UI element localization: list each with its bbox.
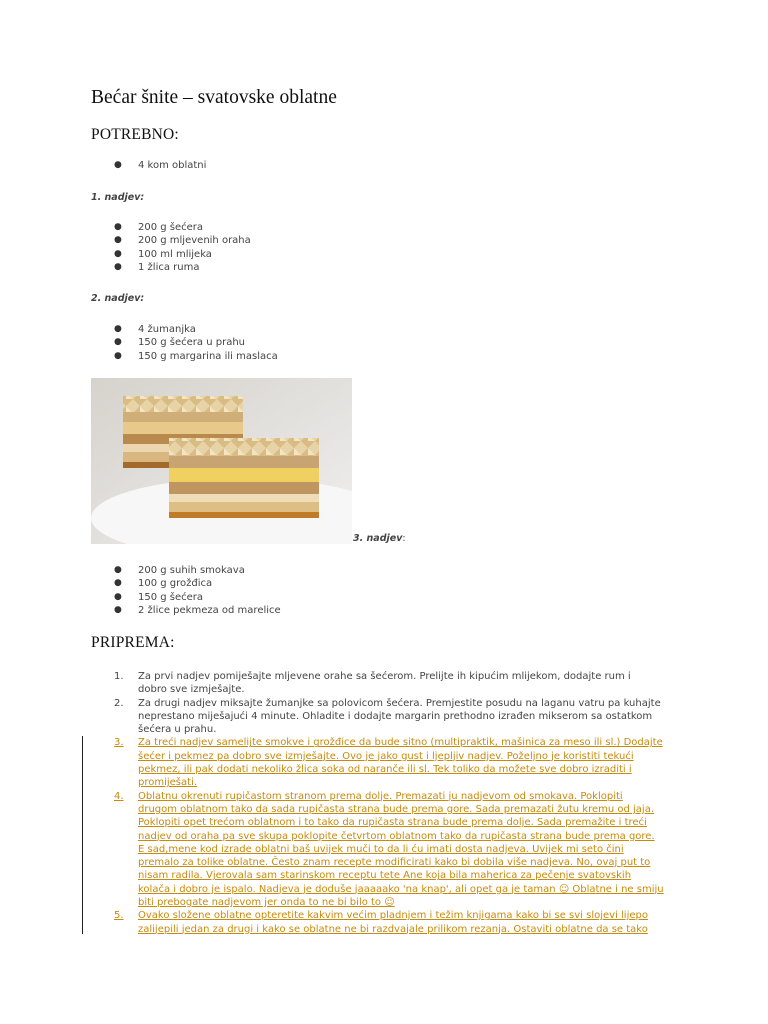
list-item: ● 4 žumanjka xyxy=(114,324,196,335)
filling-1-heading: 1. nadjev: xyxy=(91,192,145,203)
list-item: ● 2 žlice pekmeza od marelice xyxy=(114,605,281,617)
preparation-heading: PRIPREMA: xyxy=(91,634,175,651)
list-item: ● 150 g šećera u prahu xyxy=(114,337,246,349)
step-item: 2. Za drugi nadjev miksajte žumanjke sa polovicom šećera. Premjestite posudu na laganu vatru pa kuhajte neprestano miješajući 4 minute. Ohladite i dodajte margarin prethodno izrađen mikserom sa ostatkom šećera u prahu. xyxy=(114,697,661,736)
list-item: ● 200 g mljevenih oraha xyxy=(114,235,251,247)
bullet-icon: ● xyxy=(114,235,122,246)
filling-1-list xyxy=(0,221,251,275)
bullet-icon: ● xyxy=(114,350,122,361)
list-item: ● 150 g šećera xyxy=(114,591,204,603)
bullet-icon: ● xyxy=(114,337,122,348)
list-item: ● 1 žlica ruma xyxy=(114,262,200,274)
bullet-icon: ● xyxy=(114,248,122,259)
bullet-icon: ● xyxy=(114,160,122,170)
bullet-icon: ● xyxy=(114,222,122,232)
step-item-revised: 3. Za treći nadjev samelijte smokve i grožđice da bude sitno (multipraktik, mašinica za meso ili sl.) Dodajte šećer i pekmez pa dobro sve izmješajte. Ovo je jako gust i ljepljiv nadjev. Poželjno je koristiti tekući pekmez, ili pak dodati nekoliko žlica soka od naranče ili sl. Tek toliko da možete sve dobro izraditi i promiješati. xyxy=(114,737,663,789)
step-item-revised: 5. Ovako složene oblatne opteretite kakvim većim pladnjem i težim knjigama kako bi se svi slojevi lijepo zalijepili jedan za drugi i kako se oblatne ne bi razdvajale prilikom rezanja. Ostaviti oblatne da se tako xyxy=(114,910,648,935)
list-item: ● 150 g margarina ili maslaca xyxy=(114,350,278,362)
filling-2-heading: 2. nadjev: xyxy=(91,293,145,304)
list-item: ● 100 g grožđica xyxy=(114,578,213,590)
wafer-cake-illustration xyxy=(91,378,352,544)
bullet-icon: ● xyxy=(114,565,122,575)
step-item-revised: 4. Oblatnu okrenuti rupičastom stranom prema dolje. Premazati ju nadjevom od smokava. Poklopiti drugom oblatnom tako da sada rupičasta strana bude prema gore. Sada premazati žutu kremu od jaja. Poklopiti opet trećom oblatnom i to tako da rupičasta strana bude prema dolje. Sada premažite i treći nadjev od oraha pa sve skupa poklopite četvrtom oblatnom tako da rupičasta strana bude prema gore. E sad,mene kod izrade oblatni baš uvijek muči to da li ću imati dosta nadjeva. Uvijek mi seto čini premalo za tolike oblatne. Često znam recepte modificirati kako bi dobila više nadjeva. No, ovaj put to nisam radila. Vjerovala sam starinskom receptu tete Ane koja bila maherica za pečenje svatovskih kolača i dobro je ispalo. Nadjeva je doduše jaaaaako 'na knap', ali opet ga je taman ☺ Oblatne i ne smiju biti prebogate nadjevom jer onda to ne bi bilo to ☺ xyxy=(114,790,664,909)
list-item: ● 200 g šećera xyxy=(114,222,204,233)
filling-2-list xyxy=(0,323,278,363)
filling-3-heading: 3. nadjev: xyxy=(353,533,406,544)
ingredients-list xyxy=(0,159,206,172)
list-item: ● 100 ml mlijeka xyxy=(114,248,212,260)
cake-photo xyxy=(91,378,352,544)
step-item: 1. Za prvi nadjev pomiješajte mljevene orahe sa šećerom. Prelijte ih kipućim mlijekom, dodajte rum i dobro sve izmješajte. xyxy=(114,671,631,696)
list-item: ● 200 g suhih smokava xyxy=(114,565,245,576)
bullet-icon: ● xyxy=(114,324,122,334)
filling-3-list xyxy=(0,564,281,618)
bullet-icon: ● xyxy=(114,578,122,589)
recipe-title: Bećar šnite – svatovske oblatne xyxy=(91,87,337,108)
bullet-icon: ● xyxy=(114,605,122,616)
bullet-icon: ● xyxy=(114,591,122,602)
preparation-steps xyxy=(0,670,700,936)
list-item: ● 4 kom oblatni xyxy=(114,160,207,171)
ingredients-heading: POTREBNO: xyxy=(91,126,179,143)
bullet-icon: ● xyxy=(114,262,122,273)
